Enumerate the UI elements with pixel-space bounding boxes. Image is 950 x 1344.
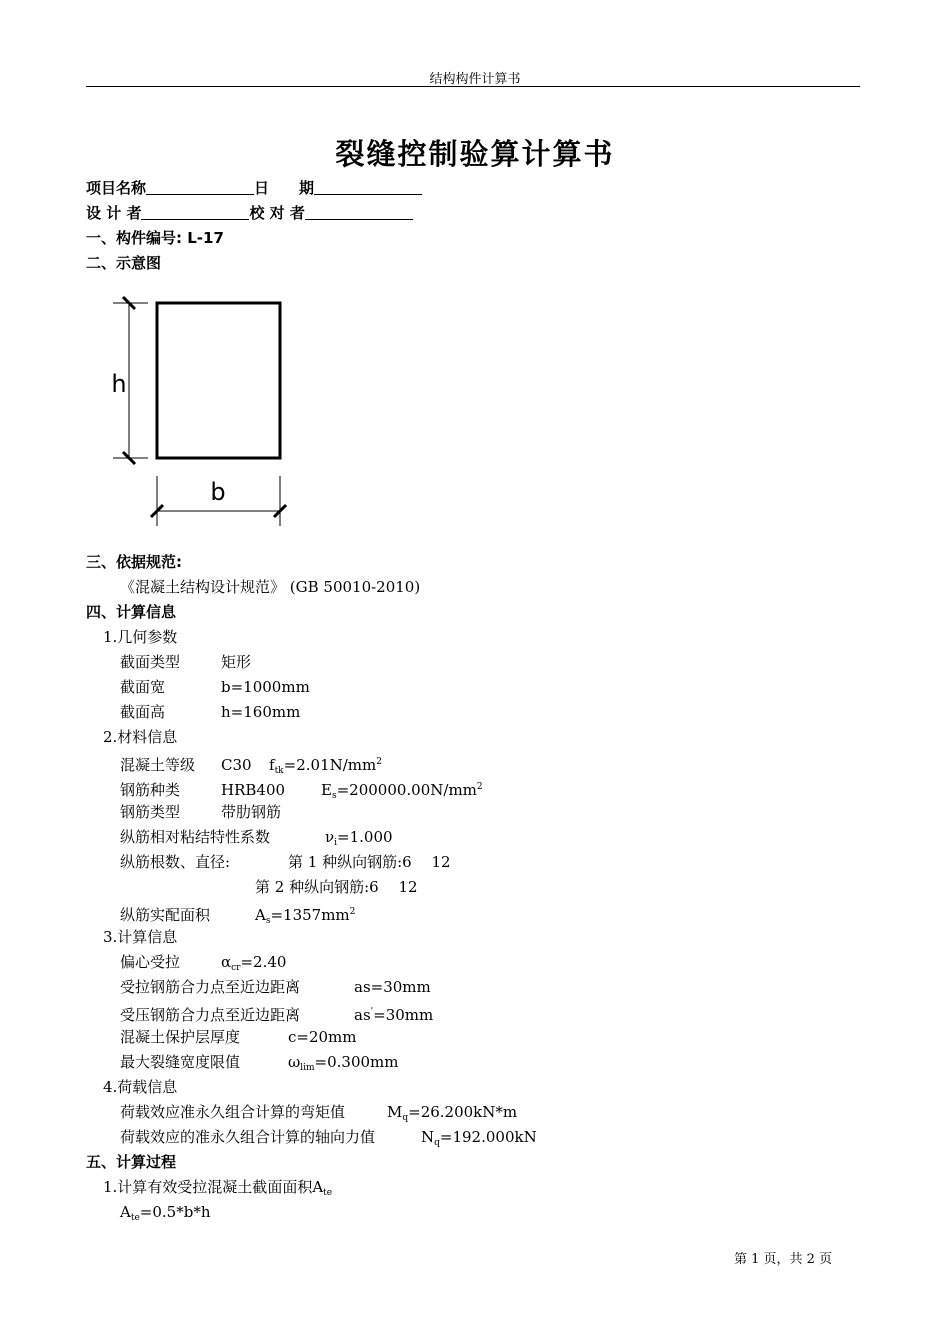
rebar-count-2: 第 2 种纵向钢筋:6 12: [255, 878, 418, 896]
designer-label: 设 计 者: [86, 204, 142, 222]
section-type-row: [120, 652, 251, 672]
bond-subscript: i: [334, 838, 338, 848]
mq-value: =26.200kN*m: [408, 1103, 518, 1121]
rebar-area-label: 纵筋实配面积: [120, 906, 211, 924]
rebar-count-label: 纵筋根数、直径:: [120, 853, 231, 871]
section-width-value: b=1000mm: [221, 678, 310, 696]
as2-symbol: as: [354, 1006, 371, 1024]
es-value: =200000.00N/mm: [336, 781, 477, 799]
ate-formula-value: =0.5*b*h: [139, 1203, 211, 1221]
section-height-label: 截面高: [120, 703, 166, 721]
concrete-grade-label: 混凝土等级: [120, 756, 196, 774]
ftk-value: =2.01N/mm: [283, 756, 377, 774]
as-value: =1357mm: [270, 906, 350, 924]
section-diagram: 二、示意图: [86, 254, 162, 272]
bond-coefficient-label: 纵筋相对粘结特性系数: [120, 828, 271, 846]
code-reference: 《混凝土结构设计规范》 (GB 50010-2010): [120, 578, 421, 596]
section-code-basis: 三、依据规范:: [86, 553, 182, 571]
moment-label: 荷载效应准永久组合计算的弯矩值: [120, 1103, 346, 1121]
calc-info-title: 3.计算信息: [103, 928, 178, 946]
geometry-title: 1.几何参数: [103, 628, 178, 646]
wlim-symbol: ω: [288, 1053, 301, 1071]
process-step-1-text: 1.计算有效受拉混凝土截面面积: [103, 1178, 313, 1196]
acr-symbol: α: [221, 953, 232, 971]
material-title: 2.材料信息: [103, 728, 178, 746]
axial-force-label: 荷载效应的准永久组合计算的轴向力值: [120, 1128, 376, 1146]
cover-thickness-value: c=20mm: [288, 1028, 357, 1046]
bond-symbol: ν: [325, 828, 335, 846]
as2-value: =30mm: [373, 1006, 434, 1024]
bond-coefficient-row: [120, 827, 393, 853]
crack-width-limit-label: 最大裂缝宽度限值: [120, 1053, 241, 1071]
compression-rebar-distance-label: 受压钢筋合力点至近边距离: [120, 1006, 301, 1024]
section-height-row: [120, 702, 300, 722]
bond-value: =1.000: [337, 828, 393, 846]
ate-formula: [120, 1202, 210, 1228]
rebar-kind-row: [120, 802, 281, 822]
height-label: h: [111, 370, 127, 398]
nq-value: =192.000kN: [439, 1128, 537, 1146]
section-type-label: 截面类型: [120, 653, 181, 671]
axial-force-row: [120, 1127, 537, 1153]
rebar-count-1: 第 1 种纵向钢筋:6 12: [288, 853, 451, 871]
compression-rebar-distance-row: [120, 1002, 433, 1025]
ate-formula-symbol: A: [120, 1203, 131, 1221]
as-subscript: s: [265, 916, 271, 926]
tension-rebar-distance-value: as=30mm: [354, 978, 431, 996]
section-type-value: 矩形: [221, 653, 252, 671]
checker-label: 校 对 者: [249, 204, 305, 222]
es-subscript: s: [331, 791, 337, 801]
width-label: b: [210, 478, 226, 506]
ate-symbol: A: [312, 1178, 324, 1196]
section-width-row: [120, 677, 310, 697]
nq-symbol: N: [421, 1128, 435, 1146]
ftk-unit-power: 2: [376, 757, 382, 767]
section-width-label: 截面宽: [120, 678, 166, 696]
page-number: 第 1 页，共 2 页: [734, 1252, 833, 1267]
acr-subscript: cr: [231, 963, 241, 973]
date-label: 日 期: [254, 179, 315, 197]
wlim-value: =0.300mm: [314, 1053, 399, 1071]
moment-row: [120, 1102, 517, 1128]
project-name-label: 项目名称: [86, 179, 147, 197]
cover-thickness-row: [120, 1027, 357, 1047]
page-header: 结构构件计算书: [429, 72, 521, 87]
tension-rebar-distance-row: [120, 977, 431, 997]
ate-formula-subscript: te: [130, 1213, 140, 1223]
ftk-subscript: tk: [274, 766, 284, 776]
rebar-grade-label: 钢筋种类: [120, 781, 181, 799]
load-info-title: 4.荷载信息: [103, 1078, 178, 1096]
rebar-count-row: [120, 852, 451, 872]
section-rectangle: [157, 303, 280, 458]
crack-width-limit-row: [120, 1052, 399, 1078]
section-member-id: 一、构件编号: L-17: [86, 229, 224, 247]
ate-subscript: te: [323, 1188, 333, 1198]
rebar-kind-label: 钢筋类型: [120, 803, 181, 821]
as-unit-power: 2: [349, 907, 356, 917]
section-height-value: h=160mm: [221, 703, 301, 721]
nq-subscript: q: [434, 1138, 440, 1148]
rebar-kind-value: 带肋钢筋: [221, 803, 282, 821]
concrete-grade-value: C30: [221, 756, 252, 774]
cover-thickness-label: 混凝土保护层厚度: [120, 1028, 241, 1046]
section-calc-process: 五、计算过程: [86, 1153, 177, 1171]
wlim-subscript: lim: [300, 1063, 315, 1073]
mq-symbol: M: [387, 1103, 403, 1121]
eccentric-row: [120, 952, 286, 978]
rebar-grade-value: HRB400: [221, 781, 286, 799]
as2-prime: ': [370, 1007, 374, 1017]
tension-rebar-distance-label: 受拉钢筋合力点至近边距离: [120, 978, 301, 996]
as-symbol: A: [255, 906, 266, 924]
section-calc-info: 四、计算信息: [86, 603, 177, 621]
document-title: 裂缝控制验算计算书: [335, 137, 615, 171]
eccentric-label: 偏心受拉: [120, 953, 181, 971]
acr-value: =2.40: [240, 953, 287, 971]
ftk-symbol: f: [269, 756, 275, 774]
es-unit-power: 2: [476, 782, 483, 792]
mq-subscript: q: [402, 1113, 409, 1123]
es-symbol: E: [321, 781, 332, 799]
process-step-1: [103, 1177, 332, 1203]
